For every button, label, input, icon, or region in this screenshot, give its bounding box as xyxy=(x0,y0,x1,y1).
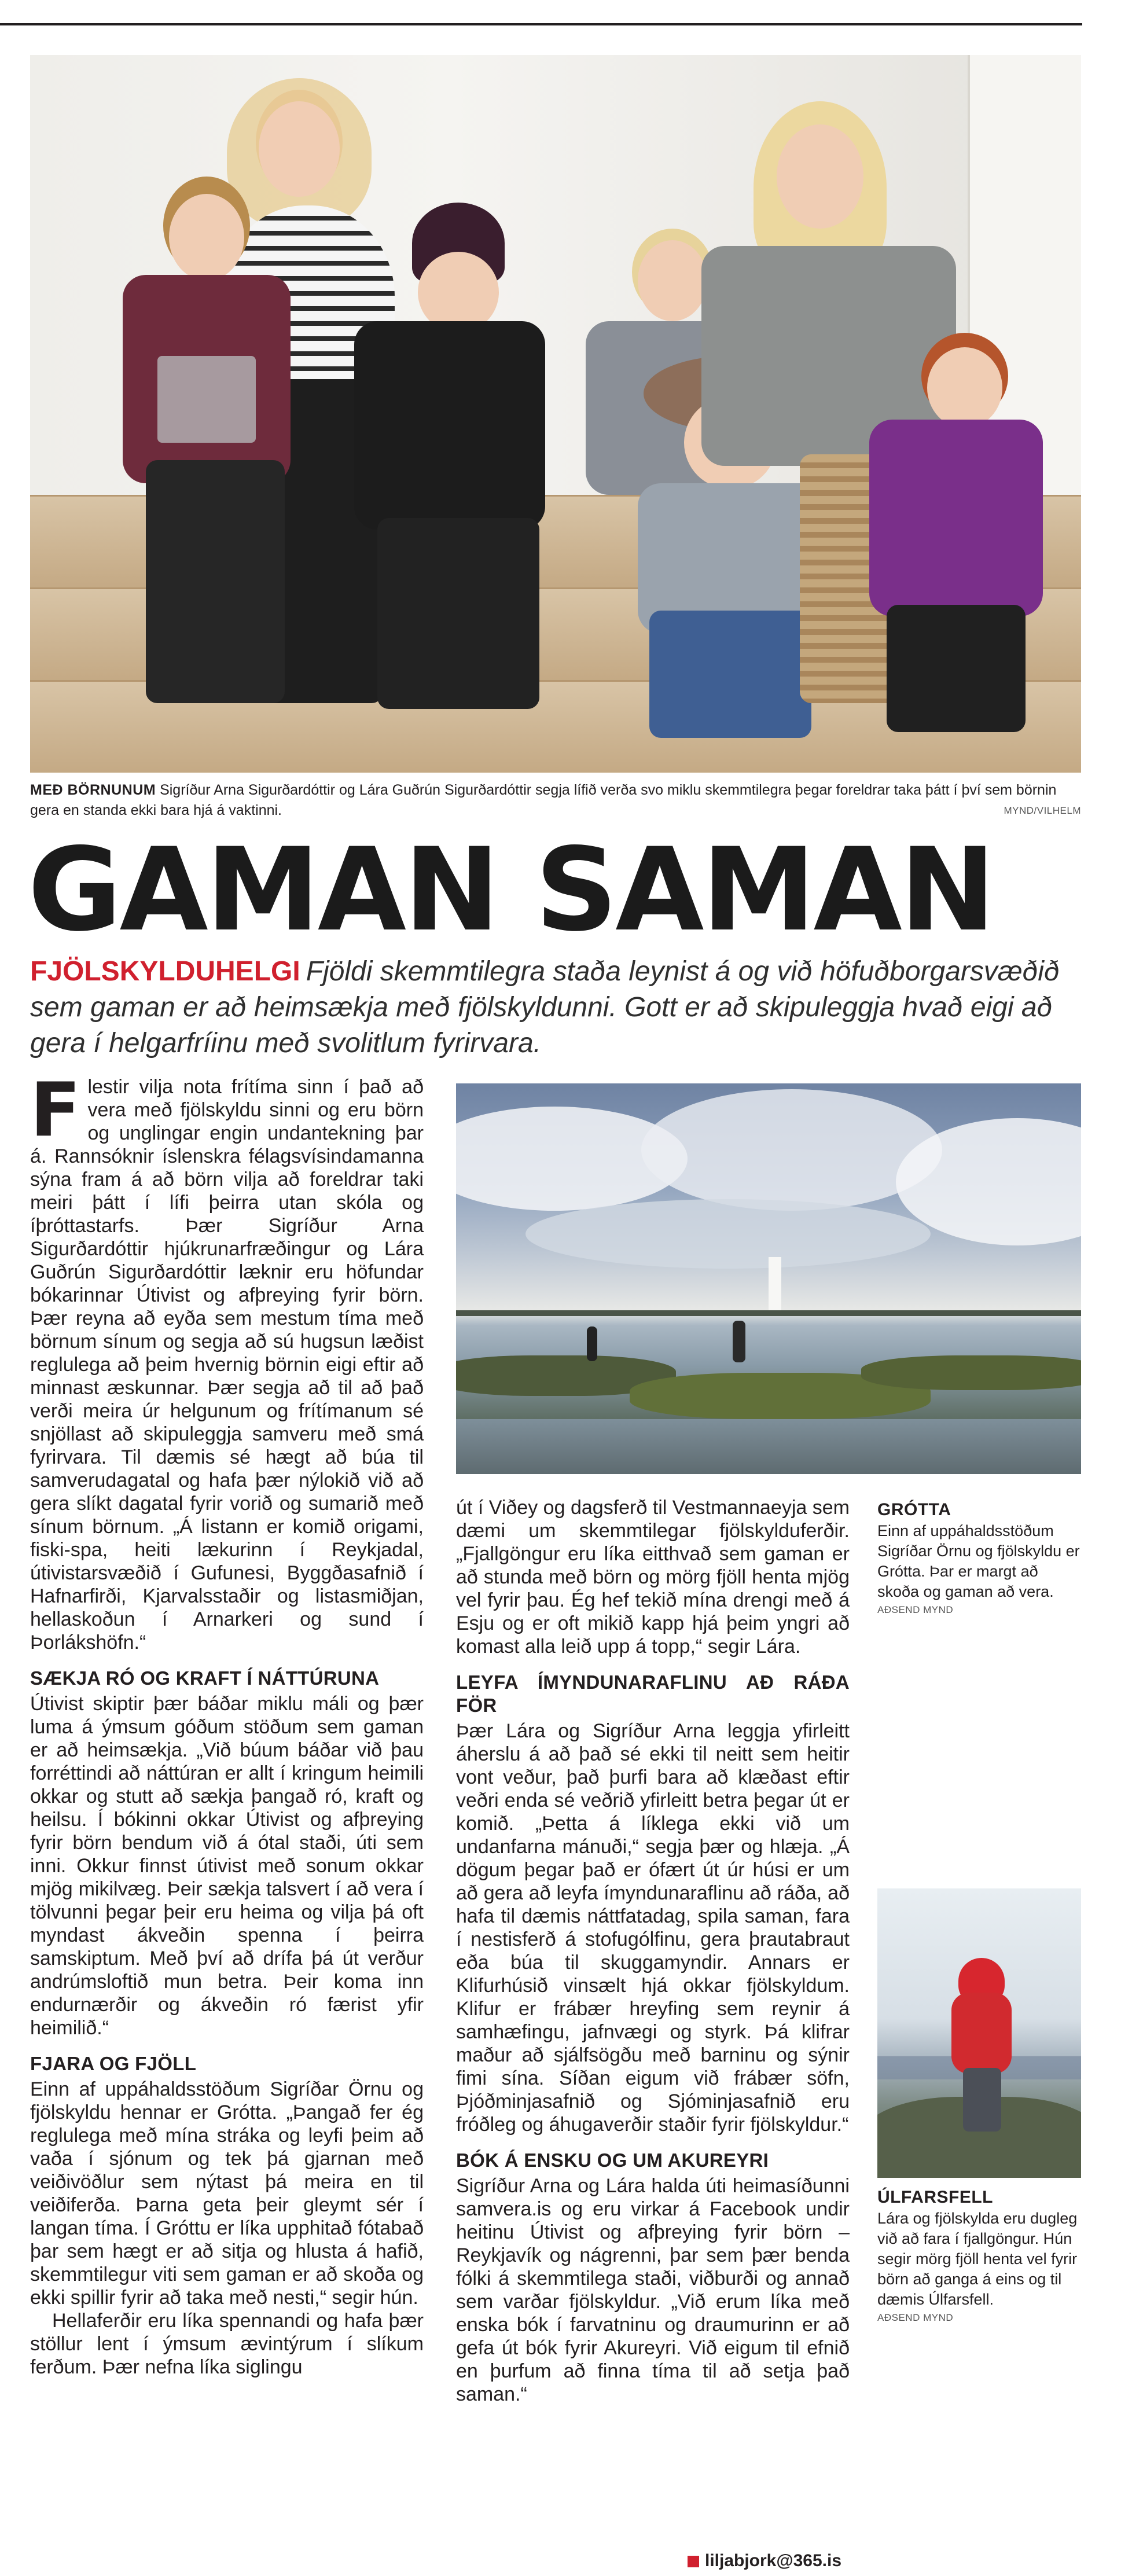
caption-text: Lára og fjölskylda eru dugleg við að fara í fjallgöngur. Hún segir mörg fjöll henta vel fyrir börn að ganga á eins og til dæmis Úlfarsfell. xyxy=(877,2210,1078,2308)
paragraph: Þær Lára og Sigríður Arna leggja yfirleitt áherslu á að það sé ekki til neitt sem heitir vont veður, það þurfi bara að klæðast eftir veðri enda sé veðrið yfirleitt betra þegar út er komið. „Þetta á líklega ekki við um undanfarna mánuði,“ segja þær og hlæja. „Á dögum þegar það er ófært út úr húsi er um að gera að leyfa ímyndunaraflinu að ráða, að hafa til dæmis náttfatadag, spila saman, fara í nestisferð á stofugólfinu, gera þrautabraut eða búa til skuggamyndir. Annars er Klifurhúsið vinsælt hjá okkar fjölskyldum. Klifur er frábær hreyfing sem reynir á samhæfingu, jafnvægi og styrk. Þá klifrar maður að sjálfsögðu með barninu og sýnir fimi sína. Síðan eigum við frábær söfn, Þjóðminjasafnið og Sjóminjasafnið eru fróðleg og áhugaverðir staðir fyrir fjölskyldur.“ xyxy=(456,1720,850,2136)
lede-text: Fjöldi skemmtilegra staða leynist á og við höfuðborgarsvæðið sem gaman er að heimsækja með fjölskyldunni. Gott er að skipuleggja hvað eigi að gera í helgarfríinu með svolitlum fyrirvara. xyxy=(30,956,1060,1059)
ulfarsfell-caption xyxy=(877,2187,1081,2324)
subheading: LEYFA ÍMYNDUNARAFLINU AÐ RÁÐA FÖR xyxy=(456,1671,850,1716)
child-figure xyxy=(733,1321,745,1362)
person-face xyxy=(777,124,863,229)
person-jacket xyxy=(354,321,545,530)
person-pants xyxy=(887,605,1026,732)
cloud xyxy=(525,1199,931,1269)
photo-credit: MYND/VILHELM xyxy=(1004,805,1081,816)
child-figure xyxy=(587,1326,597,1361)
child-jacket xyxy=(951,1993,1012,2074)
caption-text: Einn af uppáhaldsstöðum Sigríðar Örnu og fjölskyldu er Grótta. Þar er margt að skoða og gaman að vera. xyxy=(877,1522,1080,1600)
family-photo xyxy=(30,55,1081,773)
person-pants xyxy=(146,460,285,703)
paragraph: út í Viðey og dagsferð til Vestmannaeyja sem dæmi um skemmtilegar fjölskylduferðir. „Fjallgöngur eru líka eitthvað sem gaman er að stunda með börn og mörg fjöll henta mjög vel fyrir þau. Ég hef tekið mína drengi með á Esju og er oft mikið kapp hjá þeim yngri að komast alla leið upp á topp,“ segir Lára. xyxy=(456,1497,850,1658)
grotta-photo xyxy=(456,1083,1081,1474)
caption-text: Sigríður Arna Sigurðardóttir og Lára Guðrún Sigurðardóttir segja lífið verða svo miklu skemmtilegra þegar foreldrar taka þátt í því sem börnin gera en standa ekki bara hjá á vaktinni. xyxy=(30,782,1057,818)
water xyxy=(456,1419,1081,1474)
subheading: FJARA OG FJÖLL xyxy=(30,2053,197,2074)
paragraph: Útivist skiptir þær báðar miklu máli og þær luma á ýmsum góðum stöðum sem gaman er að heimsækja. „Við búum báðar við þau forréttindi að náttúran er allt í kringum heimili okkar og stutt að sækja þangað ró, kraft og heilsu. Í bókinni okkar Útivist og afþreying fyrir börn bendum við á ótal staði, úti sem inni. Okkur finnst útivist með sonum okkar mjög mikilvæg. Þeir sækja talsvert í að vera í tölvunni þegar þeir eru heima og vilja þá oft myndast ákveðin spenna í þeirra samskiptum. Með því að drífa þá út verður andrúmsloftið mun betra. Þeir koma inn endurnærðir og ákveðin ró færist yfir heimilið.“ xyxy=(30,1693,424,2039)
person-face xyxy=(259,101,340,197)
byline-marker xyxy=(688,2556,699,2567)
lede xyxy=(30,954,1081,1061)
horizon xyxy=(456,1310,1081,1316)
grotta-caption xyxy=(877,1499,1081,1616)
caption-label: MEÐ BÖRNUNUM xyxy=(30,782,156,798)
drop-cap: F xyxy=(30,1067,81,1153)
caption-title: GRÓTTA xyxy=(877,1500,951,1519)
headline: GAMAN SAMAN xyxy=(28,823,994,957)
person-face xyxy=(418,252,499,333)
section-tag: FJÖLSKYLDUHELGI xyxy=(30,956,300,987)
shirt-print xyxy=(157,356,256,443)
photo-credit: AÐSEND MYND xyxy=(877,2312,954,2323)
paragraph: Sigríður Arna og Lára halda úti heimasíðunni samvera.is og eru virkar á Facebook undir heitinu Útivist og afþreying fyrir börn – Reykjavík og nágrenni, þar sem þær benda fólki á skemmtilega staði, viðburði og annað sem varðar fjölskyldur. „Við erum líka með enska bók í farvatninu og draumurinn er að gefa út bók fyrir Akureyri. Við eigum til efnið en þurfum að finna tíma til að setja það saman.“ xyxy=(456,2175,850,2405)
person-jeans xyxy=(649,611,811,738)
person-face xyxy=(169,194,244,281)
photo-caption xyxy=(30,780,1081,821)
child-pants xyxy=(963,2068,1001,2132)
person-face xyxy=(927,347,1002,428)
person-face xyxy=(638,240,707,321)
rock xyxy=(861,1355,1081,1390)
paragraph: Flestir vilja nota frítíma sinn í það að vera með fjölskyldu sinni og eru börn og unglingar engin undantekning þar á. Rannsóknir íslenskra félagsvísindamanna sýna fram á að börn vilja að foreldrar taki meiri þátt í lífi þeirra utan skóla og íþróttastarfs. Þær Sigríður Arna Sigurðardóttir hjúkrunarfræðingur og Lára Guðrún Sigurðardóttir læknir eru höfundar bókarinnar Útivist og afþreying fyrir börn. Þær reyna að eyða sem mestum tíma með börnum sínum og segja að sú hugsun læðist reglulega að þeim hvernig börnin eigi eftir að minnast æskunnar. Þær segja að til að það verði meira úr helgunum og frítímanum sé snjöllast að skipuleggja samveru með smá fyrirvara. Til dæmis sé hægt að búa til samverudagatal og hafa þær nýlokið við að gera slíkt dagatal fyrir vorið og sumarið með sínum börnum. „Á listann er komið origami, fiski-spa, heiti lækurinn í Reykjadal, útivistarsvæðið í Gufunesi, Byggðasafnið í Hafnarfirði, Kjarvalsstaðir og listasmiðjan, hellaskoðun í Arnarkeri og sund í Þorlákshöfn.“ xyxy=(30,1067,424,1653)
article-column-1 xyxy=(30,1067,424,2379)
caption-title: ÚLFARSFELL xyxy=(877,2188,993,2207)
byline xyxy=(688,2551,841,2571)
photo-credit: AÐSEND MYND xyxy=(877,1604,954,1615)
paragraph: Einn af uppáhaldsstöðum Sigríðar Örnu og fjölskyldu hennar er Grótta. „Þangað fer ég reglulega með mína stráka og leyfi þeim að vaða í sjónum og tek þá gjarnan með veiðivöðlur sem nýtast þá meira en til veiðiferða. Þarna geta þeir gleymt sér í langan tíma. Í Gróttu er líka upphitað fótabað þar sem hægt er að sitja og hlusta á hafið, skemmtilegur viti sem gaman er að skoða og ekki spillir fyrir að taka með nesti,“ segir hún. xyxy=(30,2078,424,2309)
lighthouse xyxy=(769,1257,781,1312)
subheading: SÆKJA RÓ OG KRAFT Í NÁTTÚRUNA xyxy=(30,1667,380,1689)
top-rule xyxy=(0,23,1082,25)
subheading: BÓK Á ENSKU OG UM AKUREYRI xyxy=(456,2149,769,2171)
paragraph: Hellaferðir eru líka spennandi og hafa þær stöllur lent í ýmsum ævintýrum í slíkum ferðum. Þær nefna líka siglingu xyxy=(30,2310,424,2378)
article-column-2 xyxy=(456,1496,850,2406)
person-pants xyxy=(377,518,539,709)
ulfarsfell-photo xyxy=(877,1888,1081,2178)
person-jacket xyxy=(869,420,1043,616)
byline-email: liljabjork@365.is xyxy=(705,2551,842,2570)
